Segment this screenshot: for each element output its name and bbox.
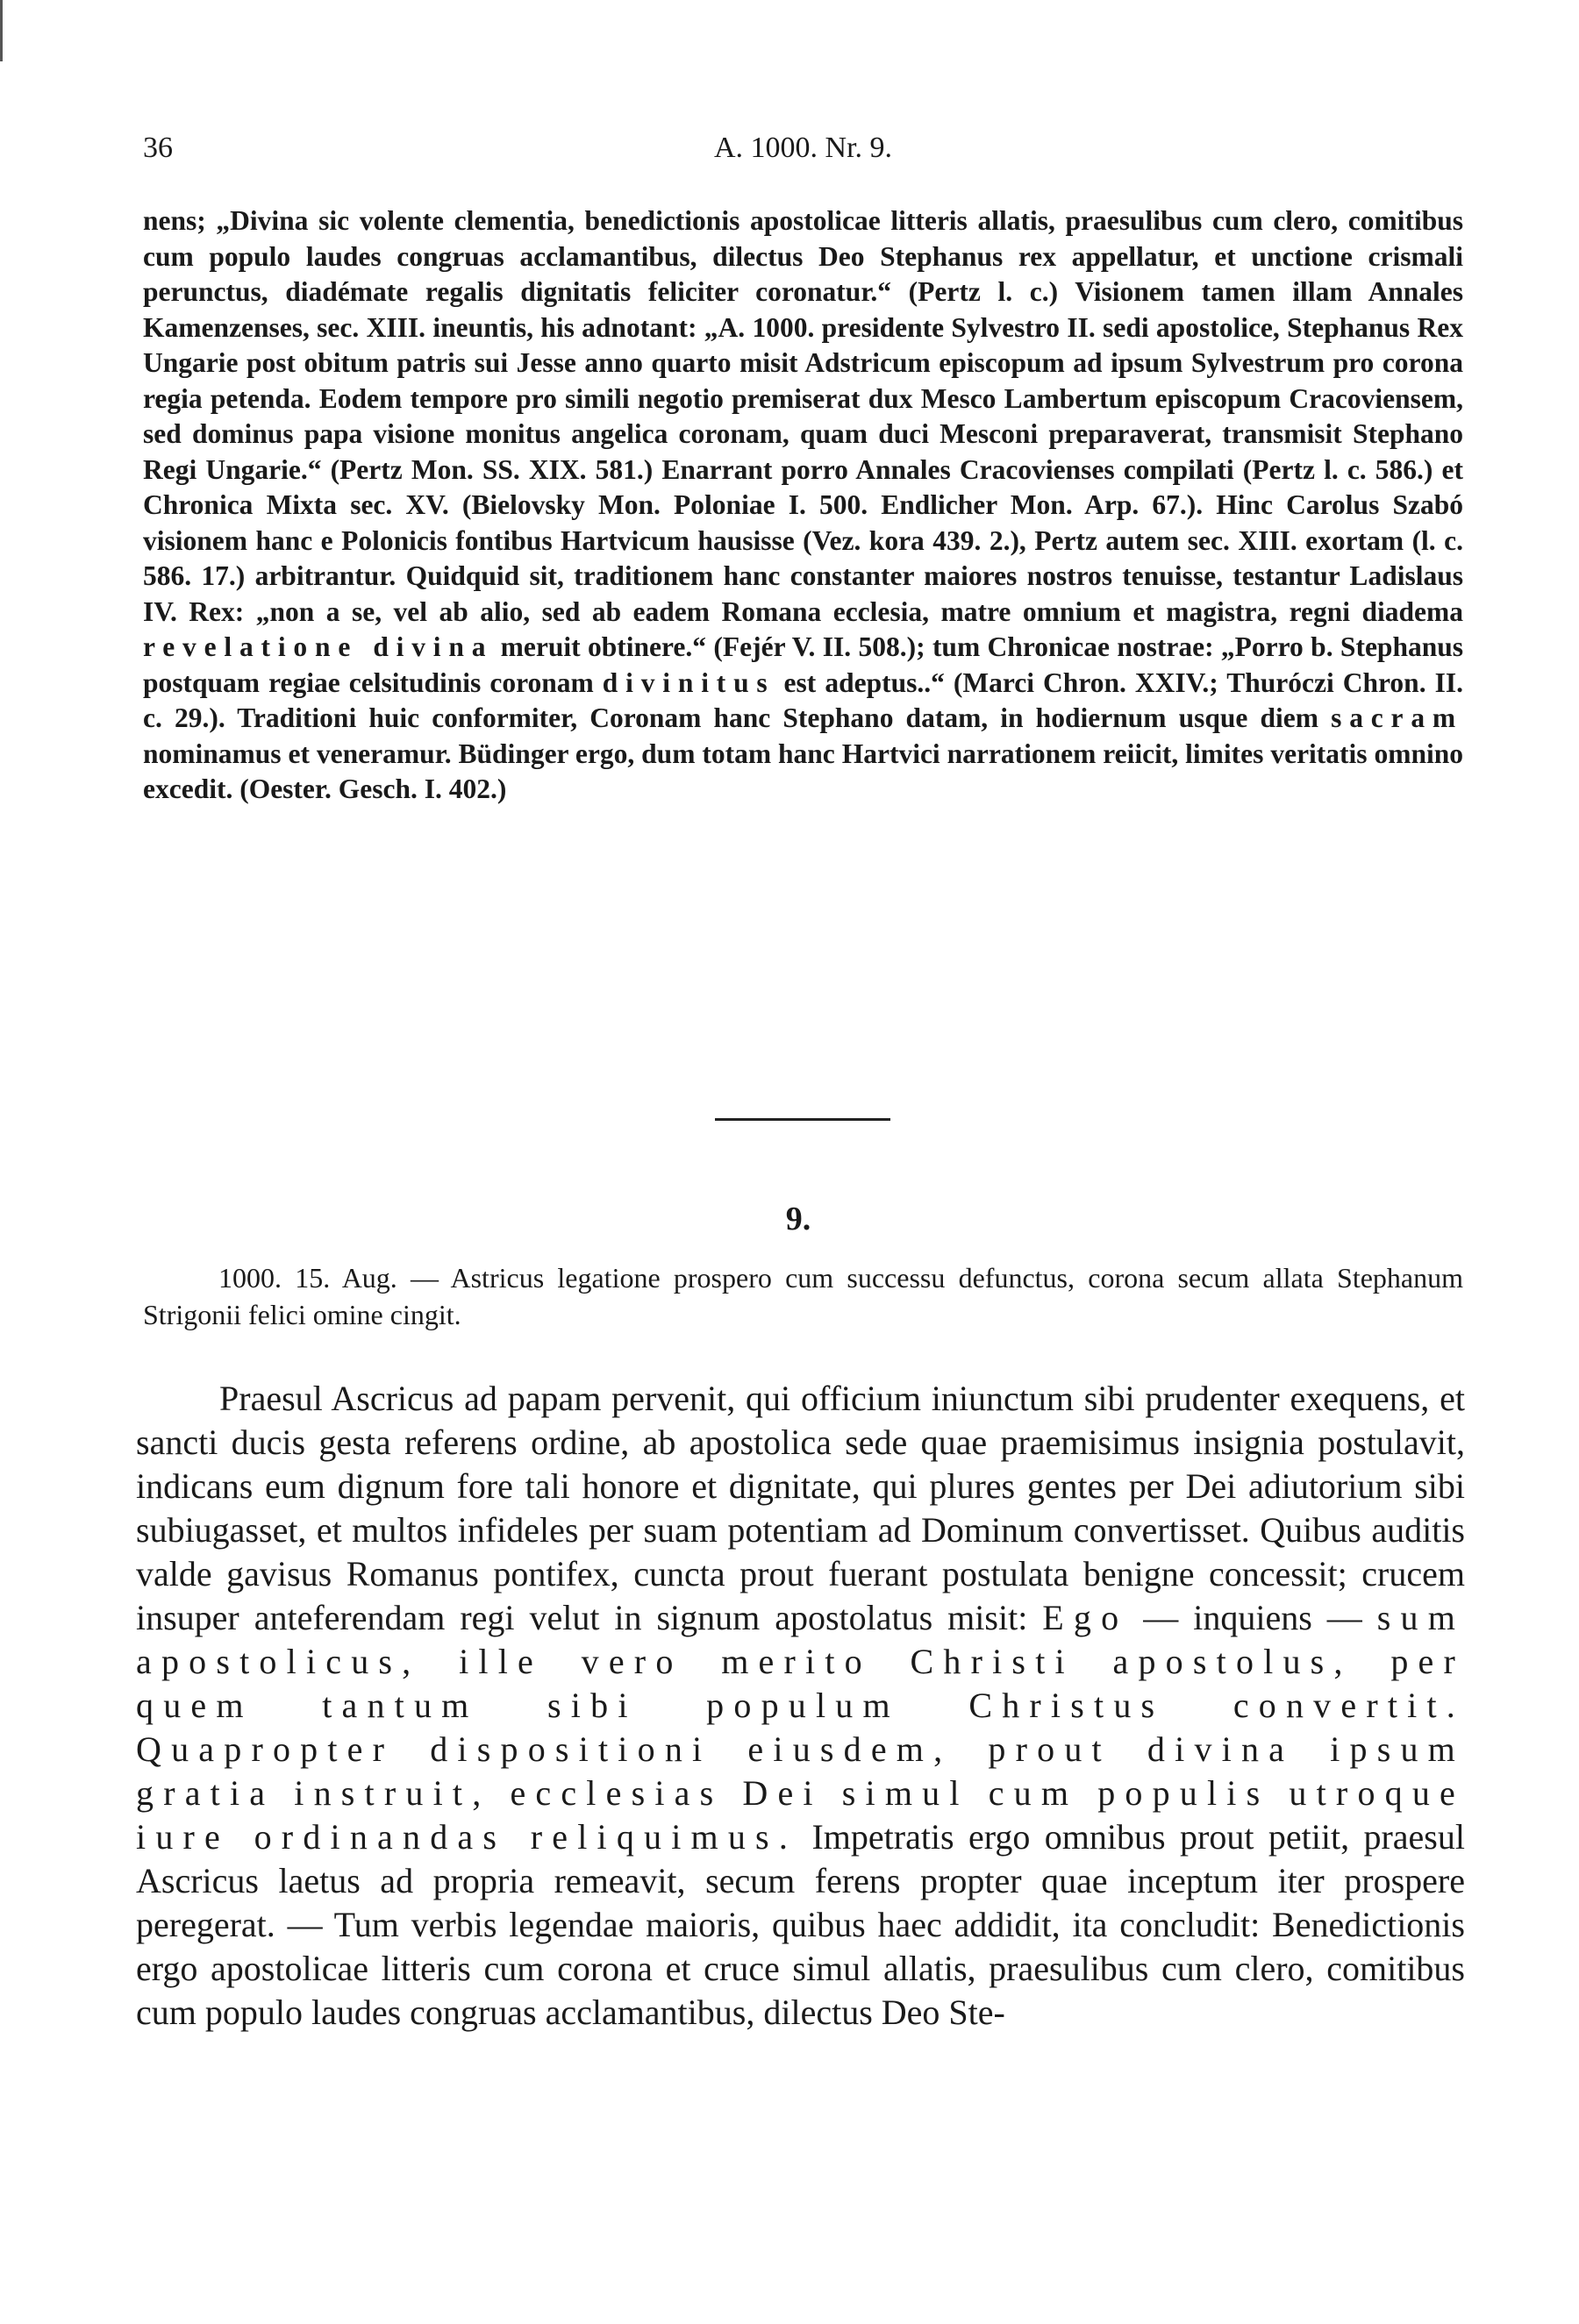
- commentary-text-4: nominamus et veneramur. Büdinger ergo, dum totam hanc Hartvici narrationem reiicit, limites veritatis omnino excedit. (Oester. Gesch. I. 402.): [143, 738, 1463, 804]
- section-divider: [715, 1118, 890, 1121]
- page-number: 36: [143, 132, 173, 164]
- commentary-text-1: nens; „Divina sic volente clementia, benedictionis apostolicae litteris allatis, praesulibus cum clero, comitibus cum populo laudes congruas acclamantibus, dilectus Deo Stephanus rex appellatur, et unctione crismali perunctus, diadémate regalis dignitatis feliciter coronatur.“ (Pertz l. c.) Visionem tamen illam Annales Kamenzenses, sec. XIII. ineuntis, his adnotant: „A. 1000. presidente Sylvestro II. sedi apostolice, Stephanus Rex Ungarie post obitum patris sui Jesse anno quarto misit Adstricum episcopum ad ipsum Sylvestrum pro corona regia petenda. Eodem tempore pro simili negotio premiserat dux Mesco Lambertum episcopum Cracoviensem, sed dominus papa visione monitus angelica coronam, quam duci Mesconi preparaverat, transmisit Stephano Regi Ungarie.“ (Pertz Mon. SS. XIX. 581.) Enarrant porro Annales Cracovienses compilati (Pertz l. c. 586.) et Chronica Mixta sec. XV. (Bielovsky Mon. Poloniae I. 500. Endlicher Mon. Arp. 67.). Hinc Carolus Szabó visionem hanc e Polonicis fontibus Hartvicum hausisse (Vez. kora 439. 2.), Pertz autem sec. XIII. exortam (l. c. 586. 17.) arbitrantur. Quidquid sit, traditionem hanc constanter maiores nostros tenuisse, testantur Ladislaus IV. Rex: „non a se, vel ab alio, sed ab eadem Romana ecclesia, matre omnium et magistra, regni diadema: [143, 205, 1463, 627]
- main-text-1: Praesul Ascricus ad papam pervenit, qui officium iniunctum sibi prudenter exequens, et sancti ducis gesta referens ordine, ab apostolica sede quae praemisimus insignia postulavit, indicans eum dignum fore tali honore et dignitate, qui plures gentes per Dei adiutorium sibi subiugasset, et multos infideles per suam potentiam ad Dominum convertisset. Quibus auditis valde gavisus Romanus pontifex, cuncta prout fuerant postulata benigne concessit; crucem insuper anteferendam regi velut in signum apostolatus misit:: [136, 1379, 1465, 1637]
- main-text-end: Impetratis ergo omnibus prout petiit, praesul Ascricus laetus ad propria remeavit, secum ferens propter quae inceptum iter prospere peregerat. — Tum verbis legendae maioris, quibus haec addidit, ita concludit: Benedictionis ergo apostolicae litteris cum corona et cruce simul allatis, praesulibus cum clero, comitibus cum populo laudes congruas acclamantibus, dilectus Deo Ste-: [136, 1817, 1465, 2032]
- commentary-paragraph: [143, 203, 1463, 808]
- running-head: A. 1000. Nr. 9.: [713, 132, 893, 164]
- commentary-text-2: meruit obtinere.“ (Fejér V. II. 508.); tum Chronicae nostrae: „Porro b. Stephanus postquam regiae celsitudinis coronam: [143, 631, 1464, 698]
- commentary-spaced-1: revelatione divina: [143, 631, 494, 662]
- commentary-spaced-3: sacram: [1331, 702, 1463, 733]
- main-dash: — inquiens —: [1128, 1598, 1377, 1637]
- scan-edge-mark: [0, 0, 3, 61]
- commentary-spaced-2: divinitus: [602, 667, 775, 698]
- entry-regest: 1000. 15. Aug. — Astricus legatione prospero cum successu defunctus, corona secum allata Stephanum Strigonii felici omine cingit.: [143, 1262, 1463, 1330]
- main-spaced-quote: sum apostolicus, ille vero merito Christi apostolus, per quem tantum sibi populum Christus convertit. Quapropter dispositioni eiusdem, prout divina ipsum gratia instruit, ecclesias Dei simul cum populis utroque iure ordinandas reliquimus.: [136, 1598, 1466, 1857]
- page-header: [143, 132, 1463, 175]
- commentary-block: [143, 203, 1463, 808]
- entry-number: 9.: [785, 1201, 811, 1237]
- main-text-block: [136, 1377, 1465, 2035]
- main-spaced-ego: Ego: [1042, 1598, 1129, 1637]
- main-paragraph: [136, 1377, 1465, 2035]
- commentary-text-3: est adeptus..“ (Marci Chron. XXIV.; Thuróczi Chron. II. c. 29.). Traditioni huic conformiter, Coronam hanc Stephano datam, in hodiernum usque diem: [143, 667, 1464, 733]
